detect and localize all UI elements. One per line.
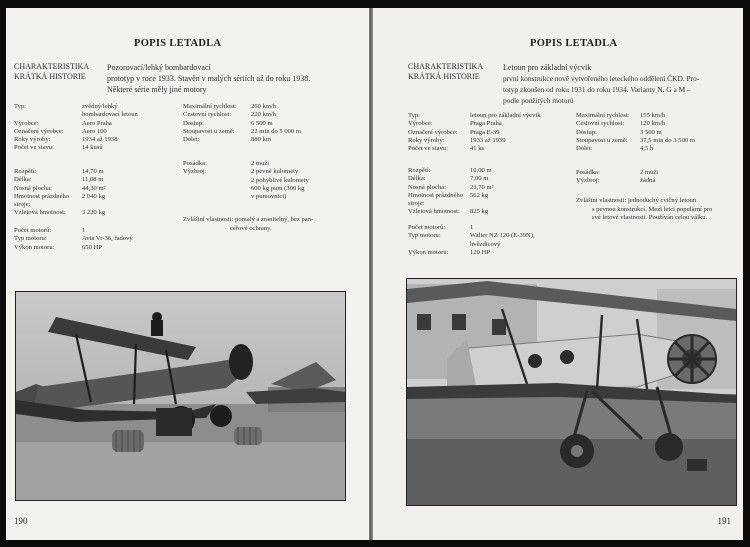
spec-value-line: 2 040 kg bbox=[82, 192, 106, 200]
spec-row bbox=[14, 244, 189, 252]
spec-value bbox=[470, 232, 583, 249]
spec-row bbox=[14, 103, 189, 120]
spec-value bbox=[82, 103, 189, 120]
spec-label: Vzletová hmotnost: bbox=[14, 209, 66, 217]
specs-general bbox=[14, 103, 189, 153]
spec-value-line: 120 HP bbox=[470, 248, 490, 256]
spec-row bbox=[408, 167, 583, 175]
spec-label: Výzbroj: bbox=[576, 177, 600, 185]
header-characteristics: CHARAKTERISTIKA bbox=[408, 62, 484, 71]
spec-row bbox=[576, 129, 741, 137]
history-line: Letoun pro základní výcvik bbox=[503, 63, 592, 72]
spec-row bbox=[576, 177, 741, 185]
spec-value bbox=[470, 175, 583, 183]
header-characteristics: CHARAKTERISTIKA bbox=[14, 62, 90, 71]
spec-value bbox=[251, 103, 368, 111]
spec-row bbox=[408, 184, 583, 192]
spec-value-line: 11,08 m bbox=[82, 176, 104, 184]
spec-value-line: 220 km/h bbox=[251, 111, 277, 119]
history-text bbox=[107, 62, 310, 95]
spec-row bbox=[576, 112, 741, 120]
spec-label: Počet ve stavu: bbox=[408, 145, 448, 153]
spec-label: Stoupavost u země: bbox=[576, 136, 628, 144]
spec-label: Vzletová hmotnost: bbox=[408, 208, 460, 216]
spec-label: Počet motorů: bbox=[408, 224, 446, 231]
spec-value bbox=[251, 160, 368, 168]
spec-row bbox=[576, 120, 741, 128]
spec-label: Typ: bbox=[408, 112, 420, 119]
spec-label: Dostup: bbox=[576, 128, 597, 136]
spec-value bbox=[470, 167, 583, 175]
spec-value-line: v pumovnici) bbox=[251, 193, 287, 201]
spec-value-line: 3 220 kg bbox=[82, 209, 106, 217]
spec-row bbox=[183, 103, 368, 111]
spec-value bbox=[640, 145, 741, 153]
spec-value-line: 155 km/h bbox=[640, 112, 666, 119]
spec-value bbox=[640, 112, 741, 120]
spec-row bbox=[408, 120, 583, 128]
spec-row bbox=[14, 227, 189, 235]
spec-value bbox=[251, 111, 368, 119]
spec-row bbox=[14, 144, 189, 152]
page-title: POPIS LETADLA bbox=[530, 38, 618, 49]
spec-value-line: Walter NZ 120 (E-39N), bbox=[470, 232, 535, 240]
spec-row bbox=[14, 235, 189, 243]
spec-value-line: 2 pohyblivé kulomety bbox=[251, 176, 309, 184]
spec-value-line: 37,5 min do 3 500 m bbox=[640, 136, 695, 144]
spec-row bbox=[408, 112, 583, 120]
spec-row bbox=[408, 137, 583, 145]
spec-row bbox=[408, 175, 583, 183]
special-line: své letové vlastnosti. Používán celou válku. bbox=[592, 214, 708, 222]
spec-label: Délka: bbox=[408, 175, 426, 183]
spec-value-line: 260 km/h bbox=[251, 103, 277, 110]
spec-value-line: žádná bbox=[640, 177, 656, 185]
spec-value bbox=[470, 208, 583, 216]
spec-row bbox=[14, 193, 189, 210]
spec-row bbox=[14, 209, 189, 217]
spec-value-line: 23,70 m² bbox=[470, 183, 494, 191]
specs-general bbox=[408, 112, 583, 153]
specs-performance bbox=[183, 103, 368, 144]
spec-value-line: 650 HP bbox=[82, 243, 102, 251]
spec-label: Maximální rychlost: bbox=[183, 103, 237, 110]
spec-row bbox=[183, 136, 368, 144]
spec-value bbox=[251, 168, 368, 201]
special-line: Zvláštní vlastnosti: jednoduchý cvičný letoun bbox=[576, 197, 697, 204]
spec-row bbox=[408, 232, 583, 249]
spec-value bbox=[82, 120, 189, 128]
spec-value bbox=[470, 184, 583, 192]
spec-label: Nosná plocha: bbox=[14, 184, 52, 192]
spec-row bbox=[576, 145, 741, 153]
spec-label: Typ motoru: bbox=[14, 235, 47, 243]
spec-row bbox=[183, 160, 368, 168]
spec-label: Výzbroj: bbox=[183, 168, 207, 176]
history-line: podle použitých motorů bbox=[503, 96, 574, 105]
spec-value bbox=[251, 128, 368, 136]
spec-label: Výrobce: bbox=[408, 120, 433, 128]
spec-label: Počet motorů: bbox=[14, 227, 52, 234]
spec-row bbox=[408, 249, 583, 257]
spec-row bbox=[183, 120, 368, 128]
spec-value-line: 880 km bbox=[251, 136, 271, 144]
spec-label: Dostup: bbox=[183, 119, 204, 127]
spec-row bbox=[14, 168, 189, 176]
spec-value-line: 6 500 m bbox=[251, 119, 273, 127]
spec-label: Rozpětí: bbox=[14, 168, 37, 175]
spec-value-line: 120 km/h bbox=[640, 120, 666, 128]
spec-value bbox=[82, 235, 189, 243]
spec-value bbox=[251, 136, 368, 144]
spec-label: Typ: bbox=[14, 103, 26, 110]
spec-row bbox=[14, 128, 189, 136]
spec-row bbox=[408, 129, 583, 137]
spec-label: Roky výroby: bbox=[14, 136, 51, 144]
header-short-history: KRÁTKÁ HISTORIE bbox=[14, 72, 86, 81]
spec-value bbox=[82, 209, 189, 217]
spec-value bbox=[470, 192, 583, 209]
spec-value bbox=[82, 136, 189, 144]
spec-value-line: 600 kg pum (300 kg bbox=[251, 184, 305, 192]
spec-value-line: 2 muži bbox=[640, 169, 659, 176]
specs-performance bbox=[576, 112, 741, 153]
spec-row bbox=[576, 169, 741, 177]
spec-value bbox=[82, 244, 189, 252]
spec-value bbox=[470, 120, 583, 128]
spec-value-line: Avia Vr-36, řadový bbox=[82, 235, 133, 243]
aircraft-photo bbox=[406, 278, 737, 506]
spec-label: Posádka: bbox=[183, 160, 207, 167]
specs-dimensions bbox=[408, 167, 583, 217]
spec-value bbox=[640, 177, 741, 185]
spec-value bbox=[470, 224, 583, 232]
spec-value-line: 2 muži bbox=[251, 160, 270, 167]
spec-label: Výkon motoru: bbox=[408, 248, 449, 256]
spec-value-line: 1933 až 1939 bbox=[470, 136, 506, 144]
spec-value bbox=[470, 137, 583, 145]
spec-value-line: 44,30 m² bbox=[82, 184, 106, 192]
spec-label: Roky výroby: bbox=[408, 136, 445, 144]
spec-label: Maximální rychlost: bbox=[576, 112, 630, 119]
spec-value-line: hvězdicový bbox=[470, 240, 501, 248]
spec-value bbox=[82, 185, 189, 193]
spec-value bbox=[82, 193, 189, 210]
spec-value-line: 41 ks bbox=[470, 145, 485, 153]
page-number: 191 bbox=[717, 516, 731, 526]
left-page bbox=[6, 8, 369, 540]
page-title: POPIS LETADLA bbox=[134, 38, 222, 49]
history-text bbox=[503, 62, 738, 106]
specs-dimensions bbox=[14, 168, 189, 218]
spec-row bbox=[14, 176, 189, 184]
spec-value-line: 1 bbox=[82, 227, 86, 234]
spec-value bbox=[82, 227, 189, 235]
special-line: s pevnou konstrukcí. Mezi letci populární pro bbox=[592, 205, 713, 213]
spec-label: Cestovní rychlost: bbox=[183, 111, 232, 119]
spec-value bbox=[251, 120, 368, 128]
special-line: céřové ochrany. bbox=[230, 224, 272, 232]
spec-value-line: 562 kg bbox=[470, 191, 489, 199]
specs-engine bbox=[14, 227, 189, 252]
aircraft-photo bbox=[15, 291, 346, 501]
spec-value-line: 4,5 h bbox=[640, 145, 654, 153]
special-features bbox=[576, 197, 741, 223]
spec-value bbox=[640, 120, 741, 128]
spec-value-line: 14,70 m bbox=[82, 168, 104, 175]
history-line: prototyp v roce 1933. Stavěn v malých sériích až do roku 1938. bbox=[107, 74, 311, 83]
spec-row bbox=[183, 111, 368, 119]
history-line: totyp zkoušen od roku 1931 do roku 1934. Varianty N, G a M – bbox=[503, 85, 691, 94]
spec-value-line: 2 pevné kulomety bbox=[251, 168, 299, 176]
spec-value-line: 7,00 m bbox=[470, 175, 489, 183]
spec-value-line: 14 kusů bbox=[82, 144, 103, 152]
spec-value-line: 22 min do 5 000 m bbox=[251, 127, 302, 135]
spec-value bbox=[640, 169, 741, 177]
spec-value-line: zvědný/lehký bbox=[82, 103, 118, 110]
spec-label: Dolet: bbox=[576, 145, 593, 153]
spec-label: Délka: bbox=[14, 176, 32, 184]
spec-label: Nosná plocha: bbox=[408, 183, 446, 191]
spec-value-line: 825 kg bbox=[470, 208, 489, 216]
history-line: Pozorovací/lehký bombardovací bbox=[107, 63, 211, 72]
special-features bbox=[183, 216, 368, 233]
spec-label: Stoupavost u země: bbox=[183, 127, 235, 135]
spec-value bbox=[470, 249, 583, 257]
spec-label: Dolet: bbox=[183, 136, 200, 144]
spec-label: Cestovní rychlost: bbox=[576, 120, 625, 128]
spec-value bbox=[82, 176, 189, 184]
spec-value-line: 1 bbox=[470, 224, 474, 231]
spec-label: Počet ve stavu: bbox=[14, 144, 54, 152]
history-line: Některé série měly jiné motory bbox=[107, 85, 207, 94]
spec-label: Hmotnost prázdného stroje: bbox=[14, 192, 70, 209]
specs-engine bbox=[408, 224, 583, 257]
spec-label: Typ motoru: bbox=[408, 232, 441, 240]
specs-armament bbox=[183, 160, 368, 201]
spec-value-line: Aero Praha bbox=[82, 119, 112, 127]
section-headers bbox=[14, 62, 89, 82]
specs-armament bbox=[576, 169, 741, 186]
history-line: první konstrukce nově vytvořeného leteckého oddělení ČKD. Pro- bbox=[503, 74, 700, 83]
spec-label: Výkon motoru: bbox=[14, 243, 55, 251]
spec-value-line: Aero 100 bbox=[82, 127, 107, 135]
spec-row bbox=[408, 224, 583, 232]
spec-label: Výrobce: bbox=[14, 119, 39, 127]
spec-label: Hmotnost prázdného stroje: bbox=[408, 191, 464, 208]
spec-value bbox=[470, 129, 583, 137]
spec-label: Posádka: bbox=[576, 169, 600, 176]
spec-label: Označení výrobce: bbox=[408, 128, 458, 136]
page-number: 190 bbox=[14, 516, 28, 526]
spec-value-line: letoun pro základní výcvik bbox=[470, 112, 541, 119]
spec-value-line: 3 500 m bbox=[640, 128, 662, 136]
spec-row bbox=[408, 192, 583, 209]
spec-value-line: 1934 až 1938 bbox=[82, 136, 118, 144]
spec-row bbox=[14, 120, 189, 128]
spec-value bbox=[82, 168, 189, 176]
spec-row bbox=[14, 136, 189, 144]
spec-value bbox=[470, 112, 583, 120]
spec-value-line: bombardovací letoun bbox=[82, 111, 138, 119]
spec-row bbox=[408, 145, 583, 153]
section-headers bbox=[408, 62, 483, 82]
spec-row bbox=[576, 137, 741, 145]
spec-value bbox=[640, 129, 741, 137]
header-short-history: KRÁTKÁ HISTORIE bbox=[408, 72, 480, 81]
spec-label: Rozpětí: bbox=[408, 167, 431, 174]
spec-value bbox=[640, 137, 741, 145]
special-line: Zvláštní vlastnosti: pomalý a zranitelný, bez pan- bbox=[183, 216, 314, 223]
spec-value-line: Praga E-39 bbox=[470, 128, 500, 136]
spec-row bbox=[408, 208, 583, 216]
spec-label: Označení výrobce: bbox=[14, 127, 64, 135]
spec-row bbox=[183, 168, 368, 201]
right-page bbox=[373, 8, 743, 540]
spec-value-line: Praga Praha bbox=[470, 120, 502, 128]
spec-row bbox=[14, 185, 189, 193]
spec-row bbox=[183, 128, 368, 136]
spec-value bbox=[470, 145, 583, 153]
spec-value-line: 10,00 m bbox=[470, 167, 492, 174]
spec-value bbox=[82, 128, 189, 136]
spec-value bbox=[82, 144, 189, 152]
